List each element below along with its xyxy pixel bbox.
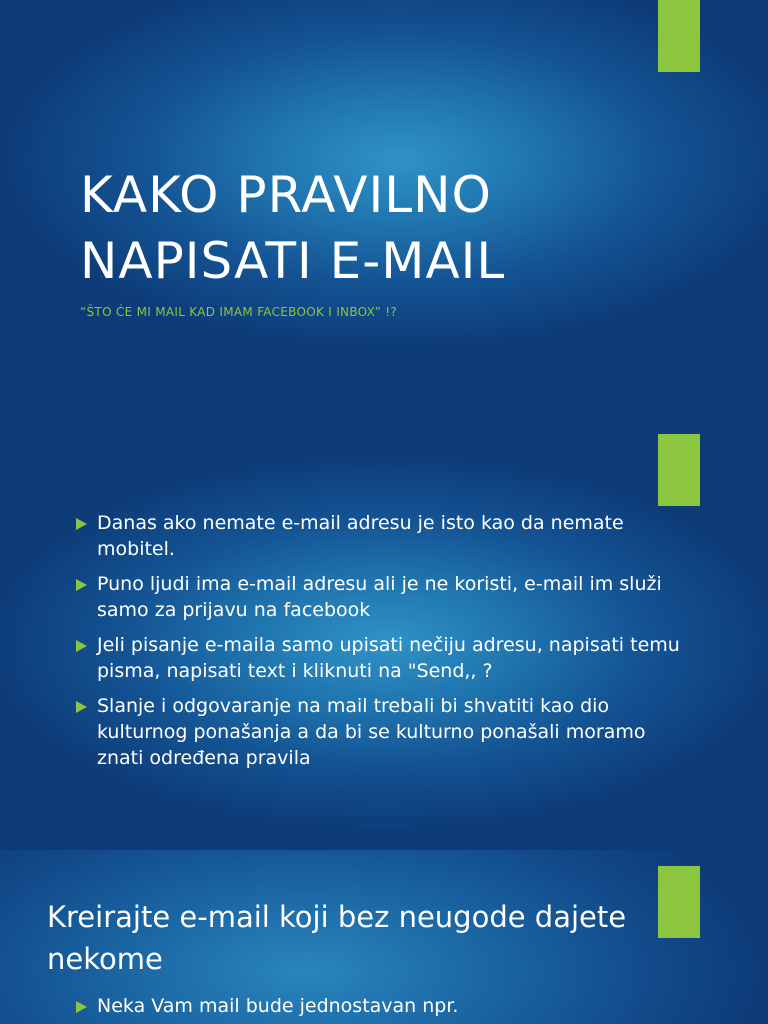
bullet-arrow-icon [76, 518, 87, 530]
bullet-arrow-icon [76, 701, 87, 713]
slide-title-heading [80, 162, 640, 294]
title-line-2: NAPISATI E-MAIL [80, 232, 506, 290]
slide-section [0, 850, 768, 1024]
bullet-item [74, 632, 694, 684]
bullet-arrow-icon [76, 579, 87, 591]
accent-bar [658, 0, 700, 72]
slide-bullets [0, 418, 768, 850]
bullet-text: Jeli pisanje e-maila samo upisati nečiju adresu, napisati temu pisma, napisati text i kliknuti na "Send,, ? [97, 634, 680, 682]
title-line-1: KAKO PRAVILNO [80, 166, 492, 224]
bullet-arrow-icon [76, 640, 87, 652]
section-heading: Kreirajte e-mail koji bez neugode dajete nekome [47, 900, 627, 976]
bullet-text: Puno ljudi ima e-mail adresu ali je ne koristi, e-mail im služi samo za prijavu na facebook [97, 573, 662, 621]
bullet-item [74, 510, 694, 562]
bullet-list [74, 510, 694, 780]
bullet-item [74, 993, 717, 1019]
accent-bar [658, 866, 700, 938]
bullet-text: Slanje i odgovaranje na mail trebali bi shvatiti kao dio kulturnog ponašanja a da bi se kulturno ponašali moramo znati određena pravila [97, 695, 646, 769]
accent-bar [658, 434, 700, 506]
bullet-arrow-icon [76, 1001, 87, 1013]
bullet-item [74, 571, 694, 623]
bullet-text: Neka Vam mail bude jednostavan npr. [97, 995, 459, 1017]
slide-title [0, 0, 768, 418]
bullet-item [74, 693, 694, 771]
bullet-text: Danas ako nemate e-mail adresu je isto kao da nemate mobitel. [97, 512, 624, 560]
slide-subtitle: “ŠTO ĆE MI MAIL KAD IMAM FACEBOOK I INBOX” !? [80, 305, 398, 319]
